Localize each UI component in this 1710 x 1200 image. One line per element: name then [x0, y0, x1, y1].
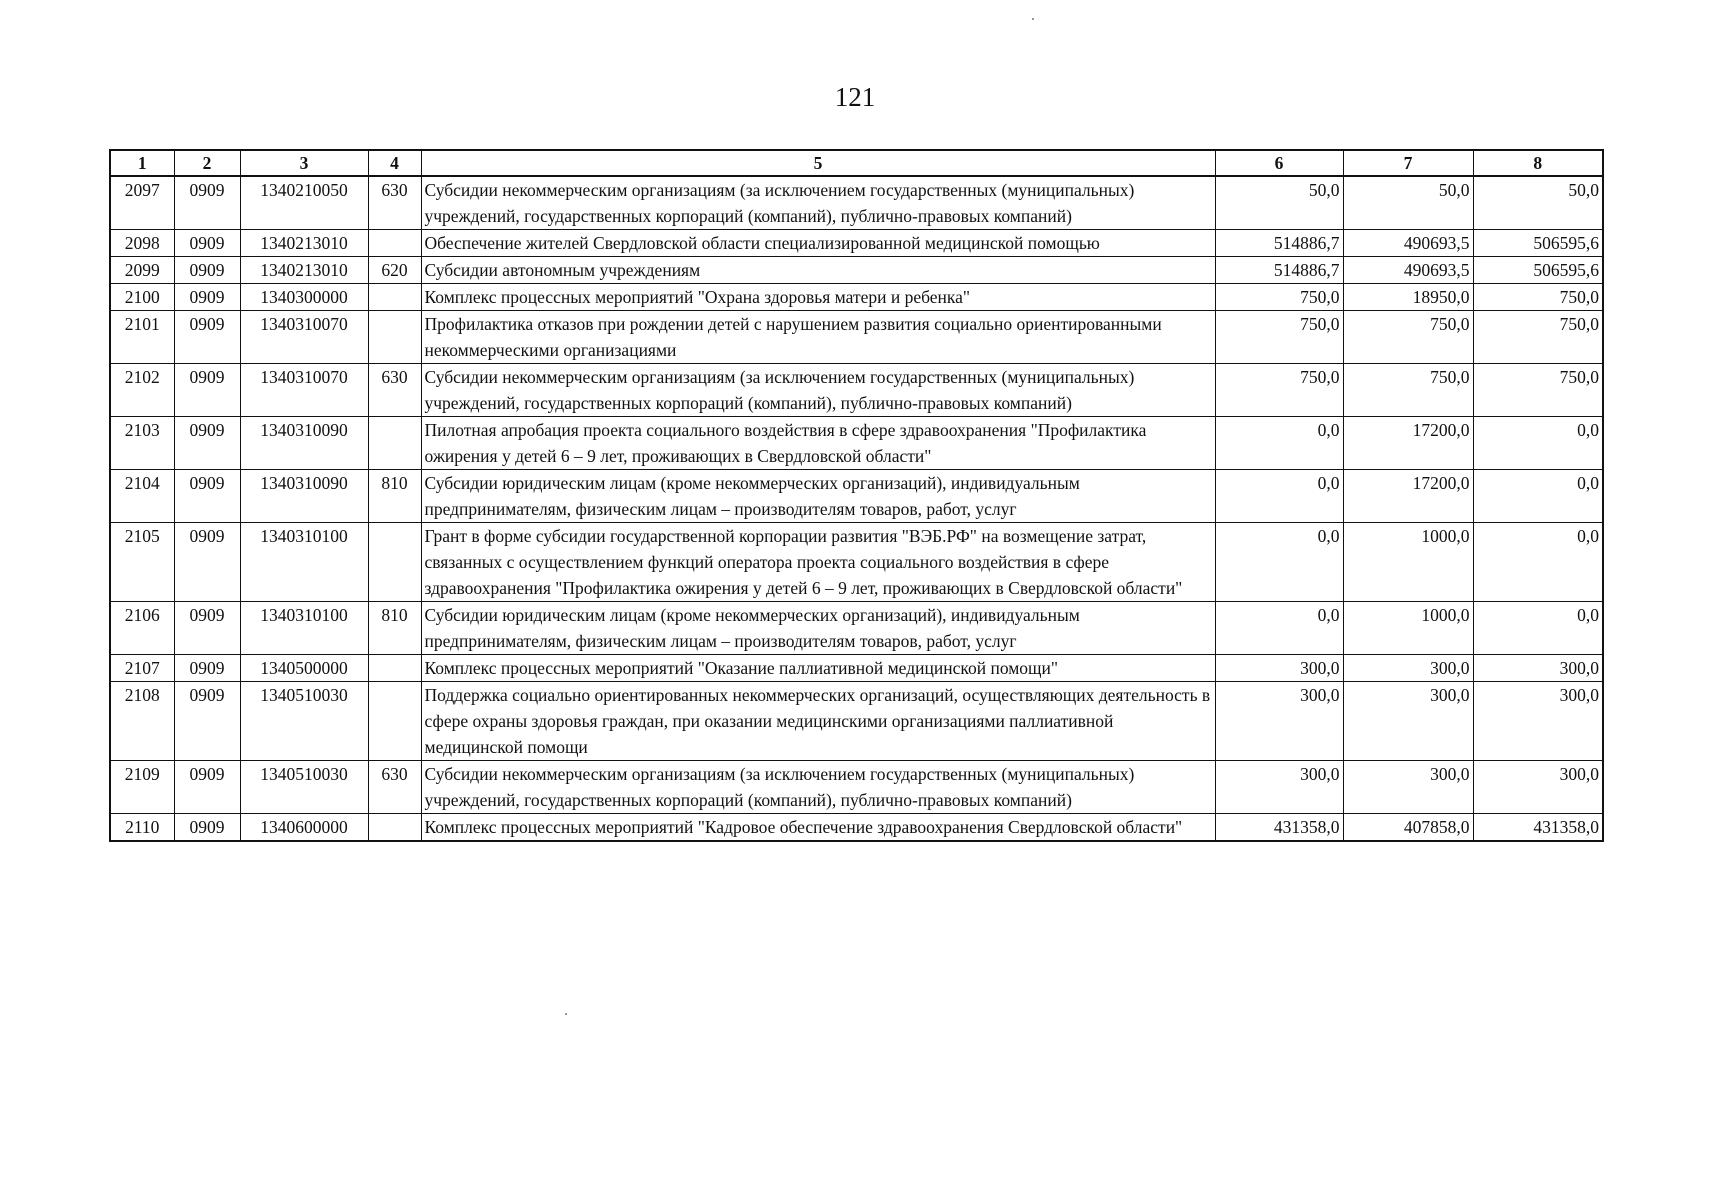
amount-col-7-cell: 750,0	[1343, 311, 1473, 364]
row-number-cell: 2097	[110, 176, 174, 230]
row-number-cell: 2104	[110, 470, 174, 523]
amount-col-8-cell: 0,0	[1473, 470, 1603, 523]
section-code-cell: 0909	[174, 230, 240, 257]
amount-col-7-cell: 407858,0	[1343, 814, 1473, 842]
section-code-cell: 0909	[174, 364, 240, 417]
table-row	[110, 417, 1603, 470]
section-code-cell: 0909	[174, 470, 240, 523]
section-code-cell: 0909	[174, 176, 240, 230]
page-number: 121	[834, 82, 876, 112]
header-col-4: 4	[368, 150, 421, 176]
table-row	[110, 814, 1603, 842]
row-number-cell: 2108	[110, 682, 174, 761]
item-name-cell: Субсидии юридическим лицам (кроме некоммерческих организаций), индивидуальным предпринимателям, физическим лицам – производителям товаров, работ, услуг	[421, 602, 1215, 655]
target-article-cell: 1340213010	[240, 230, 368, 257]
amount-col-7-cell: 17200,0	[1343, 417, 1473, 470]
amount-col-8-cell: 300,0	[1473, 655, 1603, 682]
target-article-cell: 1340310090	[240, 470, 368, 523]
item-name-cell: Субсидии некоммерческим организациям (за исключением государственных (муниципальных) учреждений, государственных корпораций (компаний), публично-правовых компаний)	[421, 176, 1215, 230]
table-row	[110, 602, 1603, 655]
amount-col-8-cell: 506595,6	[1473, 257, 1603, 284]
header-col-3: 3	[240, 150, 368, 176]
header-col-7: 7	[1343, 150, 1473, 176]
amount-col-7-cell: 490693,5	[1343, 257, 1473, 284]
item-name-cell: Субсидии некоммерческим организациям (за исключением государственных (муниципальных) учреждений, государственных корпораций (компаний), публично-правовых компаний)	[421, 761, 1215, 814]
amount-col-6-cell: 750,0	[1215, 284, 1343, 311]
item-name-cell: Поддержка социально ориентированных некоммерческих организаций, осуществляющих деятельность в сфере охраны здоровья граждан, при оказании медицинскими организациями паллиативной медицинской помощи	[421, 682, 1215, 761]
row-number-cell: 2098	[110, 230, 174, 257]
target-article-cell: 1340510030	[240, 761, 368, 814]
section-code-cell: 0909	[174, 602, 240, 655]
amount-col-8-cell: 750,0	[1473, 311, 1603, 364]
expense-type-cell: 620	[368, 257, 421, 284]
section-code-cell: 0909	[174, 814, 240, 842]
item-name-cell: Субсидии некоммерческим организациям (за исключением государственных (муниципальных) учреждений, государственных корпораций (компаний), публично-правовых компаний)	[421, 364, 1215, 417]
expense-type-cell	[368, 814, 421, 842]
target-article-cell: 1340500000	[240, 655, 368, 682]
target-article-cell: 1340213010	[240, 257, 368, 284]
target-article-cell: 1340300000	[240, 284, 368, 311]
header-col-6: 6	[1215, 150, 1343, 176]
expense-type-cell	[368, 311, 421, 364]
expense-type-cell	[368, 230, 421, 257]
amount-col-7-cell: 17200,0	[1343, 470, 1473, 523]
row-number-cell: 2105	[110, 523, 174, 602]
amount-col-6-cell: 514886,7	[1215, 257, 1343, 284]
expense-type-cell	[368, 523, 421, 602]
amount-col-6-cell: 0,0	[1215, 602, 1343, 655]
expense-type-cell	[368, 417, 421, 470]
section-code-cell: 0909	[174, 311, 240, 364]
amount-col-8-cell: 750,0	[1473, 284, 1603, 311]
table-row	[110, 655, 1603, 682]
header-col-5: 5	[421, 150, 1215, 176]
expense-type-cell	[368, 682, 421, 761]
amount-col-8-cell: 506595,6	[1473, 230, 1603, 257]
target-article-cell: 1340310090	[240, 417, 368, 470]
row-number-cell: 2101	[110, 311, 174, 364]
section-code-cell: 0909	[174, 761, 240, 814]
header-col-2: 2	[174, 150, 240, 176]
budget-table	[109, 149, 1604, 842]
table-row	[110, 230, 1603, 257]
target-article-cell: 1340210050	[240, 176, 368, 230]
item-name-cell: Комплекс процессных мероприятий "Кадровое обеспечение здравоохранения Свердловской области"	[421, 814, 1215, 842]
row-number-cell: 2110	[110, 814, 174, 842]
amount-col-8-cell: 0,0	[1473, 602, 1603, 655]
row-number-cell: 2102	[110, 364, 174, 417]
target-article-cell: 1340310100	[240, 602, 368, 655]
expense-type-cell: 630	[368, 761, 421, 814]
amount-col-6-cell: 0,0	[1215, 470, 1343, 523]
amount-col-8-cell: 300,0	[1473, 682, 1603, 761]
amount-col-7-cell: 300,0	[1343, 682, 1473, 761]
expense-type-cell	[368, 655, 421, 682]
amount-col-6-cell: 300,0	[1215, 761, 1343, 814]
section-code-cell: 0909	[174, 682, 240, 761]
amount-col-6-cell: 0,0	[1215, 523, 1343, 602]
scan-speck	[1032, 18, 1034, 20]
table-row	[110, 682, 1603, 761]
section-code-cell: 0909	[174, 655, 240, 682]
amount-col-8-cell: 0,0	[1473, 523, 1603, 602]
row-number-cell: 2106	[110, 602, 174, 655]
item-name-cell: Комплекс процессных мероприятий "Охрана здоровья матери и ребенка"	[421, 284, 1215, 311]
table-row	[110, 257, 1603, 284]
amount-col-6-cell: 431358,0	[1215, 814, 1343, 842]
amount-col-8-cell: 750,0	[1473, 364, 1603, 417]
target-article-cell: 1340510030	[240, 682, 368, 761]
amount-col-6-cell: 50,0	[1215, 176, 1343, 230]
amount-col-7-cell: 50,0	[1343, 176, 1473, 230]
table-row	[110, 470, 1603, 523]
amount-col-7-cell: 18950,0	[1343, 284, 1473, 311]
amount-col-8-cell: 431358,0	[1473, 814, 1603, 842]
amount-col-6-cell: 514886,7	[1215, 230, 1343, 257]
item-name-cell: Субсидии автономным учреждениям	[421, 257, 1215, 284]
table-row	[110, 761, 1603, 814]
amount-col-7-cell: 750,0	[1343, 364, 1473, 417]
section-code-cell: 0909	[174, 257, 240, 284]
row-number-cell: 2103	[110, 417, 174, 470]
table-row	[110, 176, 1603, 230]
amount-col-7-cell: 300,0	[1343, 655, 1473, 682]
header-row	[110, 150, 1603, 176]
amount-col-6-cell: 750,0	[1215, 311, 1343, 364]
table-row	[110, 523, 1603, 602]
table-row	[110, 364, 1603, 417]
expense-type-cell: 810	[368, 470, 421, 523]
expense-type-cell: 630	[368, 364, 421, 417]
amount-col-7-cell: 1000,0	[1343, 523, 1473, 602]
amount-col-7-cell: 1000,0	[1343, 602, 1473, 655]
expense-type-cell: 630	[368, 176, 421, 230]
item-name-cell: Профилактика отказов при рождении детей с нарушением развития социально ориентированными некоммерческими организациями	[421, 311, 1215, 364]
row-number-cell: 2107	[110, 655, 174, 682]
target-article-cell: 1340310100	[240, 523, 368, 602]
section-code-cell: 0909	[174, 284, 240, 311]
table-header	[110, 150, 1603, 176]
header-col-1: 1	[110, 150, 174, 176]
header-col-8: 8	[1473, 150, 1603, 176]
table-body	[110, 176, 1603, 841]
amount-col-6-cell: 300,0	[1215, 682, 1343, 761]
amount-col-7-cell: 490693,5	[1343, 230, 1473, 257]
target-article-cell: 1340310070	[240, 311, 368, 364]
amount-col-8-cell: 50,0	[1473, 176, 1603, 230]
table-row	[110, 284, 1603, 311]
target-article-cell: 1340600000	[240, 814, 368, 842]
item-name-cell: Субсидии юридическим лицам (кроме некоммерческих организаций), индивидуальным предпринимателям, физическим лицам – производителям товаров, работ, услуг	[421, 470, 1215, 523]
item-name-cell: Пилотная апробация проекта социального воздействия в сфере здравоохранения "Профилактика ожирения у детей 6 – 9 лет, проживающих в Свердловской области"	[421, 417, 1215, 470]
amount-col-6-cell: 300,0	[1215, 655, 1343, 682]
amount-col-6-cell: 0,0	[1215, 417, 1343, 470]
row-number-cell: 2109	[110, 761, 174, 814]
row-number-cell: 2100	[110, 284, 174, 311]
target-article-cell: 1340310070	[240, 364, 368, 417]
amount-col-7-cell: 300,0	[1343, 761, 1473, 814]
item-name-cell: Комплекс процессных мероприятий "Оказание паллиативной медицинской помощи"	[421, 655, 1215, 682]
scan-speck	[565, 1013, 567, 1015]
row-number-cell: 2099	[110, 257, 174, 284]
expense-type-cell: 810	[368, 602, 421, 655]
section-code-cell: 0909	[174, 417, 240, 470]
item-name-cell: Грант в форме субсидии государственной корпорации развития "ВЭБ.РФ" на возмещение затрат, связанных с осуществлением функций оператора проекта социального воздействия в сфере здравоохранения "Профилактика ожирения у детей 6 – 9 лет, проживающих в Свердловской области"	[421, 523, 1215, 602]
expense-type-cell	[368, 284, 421, 311]
item-name-cell: Обеспечение жителей Свердловской области специализированной медицинской помощью	[421, 230, 1215, 257]
amount-col-6-cell: 750,0	[1215, 364, 1343, 417]
amount-col-8-cell: 0,0	[1473, 417, 1603, 470]
table-row	[110, 311, 1603, 364]
section-code-cell: 0909	[174, 523, 240, 602]
amount-col-8-cell: 300,0	[1473, 761, 1603, 814]
